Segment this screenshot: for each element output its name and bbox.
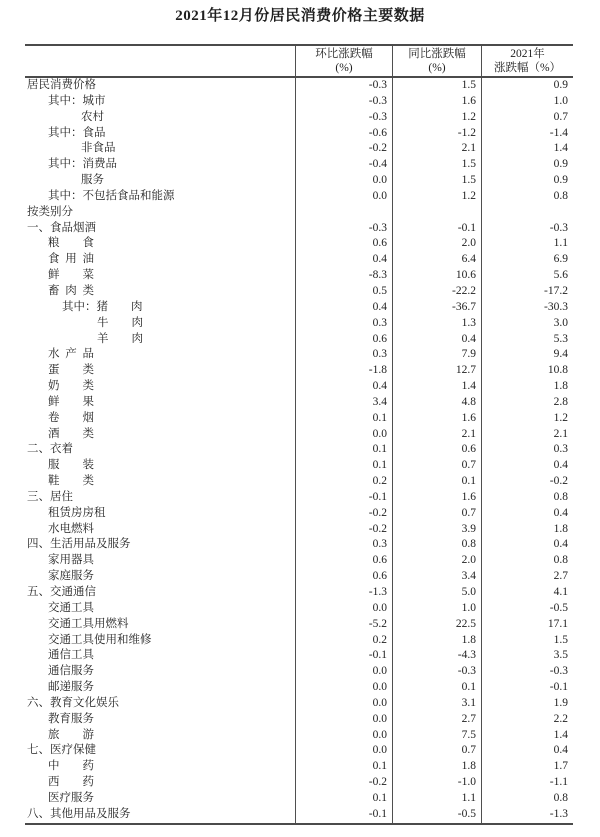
table-row [25,553,573,569]
header-col-yoy [392,46,481,76]
value-year: -0.1 [481,680,573,696]
value-mom: 0.0 [295,664,392,680]
value-mom: 0.2 [295,633,392,649]
row-label: 交通工具 [48,601,94,614]
value-yoy: 1.2 [392,189,481,205]
value-mom: -0.3 [295,110,392,126]
row-label: 水电燃料 [48,522,94,535]
value-year: -1.4 [481,126,573,142]
row-label: 西 药 [48,776,94,789]
value-mom: 0.0 [295,601,392,617]
row-label: 六、教育文化娱乐 [27,696,119,709]
value-mom: 0.4 [295,252,392,268]
row-label: 畜 肉 类 [48,284,94,297]
value-mom: 0.3 [295,537,392,553]
value-mom: 0.0 [295,696,392,712]
value-yoy: -0.3 [392,664,481,680]
value-mom: -0.1 [295,648,392,664]
header-col-year-line2: 涨跌幅（%） [493,62,562,74]
value-mom: 0.0 [295,680,392,696]
value-year: -1.1 [481,775,573,791]
table-row [25,569,573,585]
value-mom: 0.1 [295,411,392,427]
value-mom: 0.6 [295,569,392,585]
table-row [25,300,573,316]
value-yoy: 3.9 [392,522,481,538]
value-yoy: 3.4 [392,569,481,585]
value-yoy: 1.1 [392,791,481,807]
table-row [25,712,573,728]
row-label: 旅 游 [48,728,94,741]
value-yoy: 1.8 [392,633,481,649]
value-yoy: 1.5 [392,173,481,189]
row-label: 家庭服务 [48,570,94,583]
header-col-category [25,46,295,76]
value-mom: 0.3 [295,316,392,332]
header-col-mom [295,46,392,76]
value-yoy: 4.8 [392,395,481,411]
row-label: 酒 类 [48,427,94,440]
table-row [25,759,573,775]
value-year: 3.5 [481,648,573,664]
value-yoy: -0.5 [392,807,481,823]
value-yoy: 0.6 [392,442,481,458]
value-year: 0.4 [481,743,573,759]
row-label: 家用器具 [48,554,94,567]
value-year: -0.2 [481,474,573,490]
row-label: 其中：城市 [48,94,106,107]
value-yoy: -36.7 [392,300,481,316]
row-label: 五、交通通信 [27,586,96,598]
value-year: -30.3 [481,300,573,316]
table-row [25,157,573,173]
value-yoy: -1.0 [392,775,481,791]
row-label: 二、衣着 [27,443,73,456]
value-year: 17.1 [481,617,573,633]
table-row [25,680,573,696]
value-year: -17.2 [481,284,573,300]
row-label: 中 药 [48,760,94,773]
value-year: 1.9 [481,696,573,712]
value-year: 0.3 [481,442,573,458]
row-label: 服务 [81,174,104,187]
value-year: 1.1 [481,236,573,252]
cpi-table [25,44,573,825]
row-label: 其中：猪 肉 [62,300,143,313]
value-mom: 0.6 [295,332,392,348]
row-label: 鲜 菜 [48,269,94,282]
value-year: 1.8 [481,522,573,538]
table-row [25,442,573,458]
row-label: 食 用 油 [48,253,94,266]
table-row [25,126,573,142]
value-yoy: 2.1 [392,427,481,443]
row-label: 鞋 类 [48,475,94,488]
value-year: 2.2 [481,712,573,728]
value-year: 0.4 [481,537,573,553]
value-yoy: -4.3 [392,648,481,664]
value-yoy: 2.1 [392,141,481,157]
table-row [25,268,573,284]
value-mom: -0.2 [295,506,392,522]
row-label: 其中：食品 [48,126,106,139]
value-year: 0.8 [481,189,573,205]
row-label: 居民消费价格 [27,79,96,91]
value-mom: 0.0 [295,712,392,728]
value-yoy: 1.5 [392,157,481,173]
value-year: 0.7 [481,110,573,126]
value-yoy: 1.6 [392,411,481,427]
value-mom: 0.1 [295,458,392,474]
value-yoy: -0.1 [392,221,481,237]
value-mom: 0.5 [295,284,392,300]
value-mom: 0.1 [295,791,392,807]
value-year: 0.9 [481,173,573,189]
value-year: -0.3 [481,221,573,237]
value-mom: 0.1 [295,759,392,775]
table-row [25,506,573,522]
value-yoy: 7.9 [392,347,481,363]
value-year: 0.8 [481,791,573,807]
table-row [25,585,573,601]
value-mom: 0.4 [295,300,392,316]
value-mom: -0.2 [295,141,392,157]
table-row [25,236,573,252]
table-row [25,332,573,348]
value-year: 0.9 [481,157,573,173]
value-year: 2.7 [481,569,573,585]
value-yoy: 12.7 [392,363,481,379]
value-year: 5.6 [481,268,573,284]
row-label: 八、其他用品及服务 [27,807,131,820]
value-yoy: 1.4 [392,379,481,395]
value-yoy: 2.0 [392,553,481,569]
table-header-row [25,46,573,78]
table-row [25,728,573,744]
row-label: 医疗服务 [48,791,94,804]
row-label: 七、医疗保健 [27,744,96,757]
value-mom: 0.3 [295,347,392,363]
value-mom: -0.3 [295,94,392,110]
row-label: 按类别分 [27,205,73,218]
table-row [25,395,573,411]
header-col-yoy-line1: 同比涨跌幅 [408,48,466,60]
row-label: 奶 类 [48,380,94,393]
row-label: 服 装 [48,459,94,472]
table-row [25,316,573,332]
page-title: 2021年12月份居民消费价格主要数据 [175,8,425,24]
header-col-mom-line2: (%) [335,62,353,74]
value-year: 1.0 [481,94,573,110]
value-mom: 0.6 [295,236,392,252]
value-year: -0.5 [481,601,573,617]
row-label: 邮递服务 [48,681,94,694]
table-row [25,807,573,823]
table-row [25,347,573,363]
value-year: 2.1 [481,427,573,443]
value-yoy: 22.5 [392,617,481,633]
table-row [25,78,573,94]
value-yoy: 1.3 [392,316,481,332]
row-label: 非食品 [81,142,116,155]
value-year: 4.1 [481,585,573,601]
table-row [25,363,573,379]
table-row [25,474,573,490]
value-yoy: 0.7 [392,743,481,759]
row-label: 教育服务 [48,712,94,725]
table-row [25,601,573,617]
value-yoy: 10.6 [392,268,481,284]
value-year: 9.4 [481,347,573,363]
row-label: 蛋 类 [48,364,94,377]
value-mom: -0.1 [295,490,392,506]
table-row [25,633,573,649]
value-mom: 0.0 [295,743,392,759]
value-year: 1.5 [481,633,573,649]
table-row [25,791,573,807]
header-col-mom-line1: 环比涨跌幅 [315,48,373,60]
value-yoy: 1.8 [392,759,481,775]
value-mom: 0.1 [295,442,392,458]
table-row [25,221,573,237]
table-row [25,775,573,791]
table-row [25,617,573,633]
value-yoy: 1.0 [392,601,481,617]
row-label: 交通工具使用和维修 [48,633,152,646]
row-label: 通信工具 [48,649,94,662]
row-label: 羊 肉 [97,332,143,345]
value-year: 0.4 [481,458,573,474]
value-mom: 3.4 [295,395,392,411]
value-yoy: 0.4 [392,332,481,348]
value-mom: 0.0 [295,189,392,205]
table-row [25,205,573,221]
row-label: 卷 烟 [48,411,94,424]
value-year: 0.8 [481,553,573,569]
value-yoy: 2.7 [392,712,481,728]
value-year: 6.9 [481,252,573,268]
value-mom: -0.2 [295,522,392,538]
value-yoy: 3.1 [392,696,481,712]
table-row [25,94,573,110]
row-label: 通信服务 [48,665,94,678]
value-year: 0.8 [481,490,573,506]
value-yoy: 1.6 [392,94,481,110]
value-mom: -1.3 [295,585,392,601]
value-yoy: 5.0 [392,585,481,601]
value-yoy: 2.0 [392,236,481,252]
row-label: 其中：不包括食品和能源 [48,189,175,202]
value-year: 1.4 [481,141,573,157]
value-yoy: 0.7 [392,458,481,474]
table-row [25,490,573,506]
value-year: 1.7 [481,759,573,775]
table-row [25,458,573,474]
header-col-yoy-line2: (%) [428,62,446,74]
row-label: 四、生活用品及服务 [27,538,131,551]
value-mom: 0.0 [295,427,392,443]
value-yoy: 0.1 [392,680,481,696]
value-yoy: 0.1 [392,474,481,490]
value-mom: 0.0 [295,728,392,744]
table-row [25,379,573,395]
table-row [25,110,573,126]
value-year: 10.8 [481,363,573,379]
value-year: 1.4 [481,728,573,744]
value-mom [295,205,392,221]
row-label: 一、食品烟酒 [27,221,96,234]
row-label: 农村 [81,110,104,123]
value-yoy: 7.5 [392,728,481,744]
table-row [25,284,573,300]
table-row [25,411,573,427]
value-mom: -0.2 [295,775,392,791]
value-year: 1.2 [481,411,573,427]
value-yoy: 1.2 [392,110,481,126]
table-row [25,743,573,759]
value-year: -0.3 [481,664,573,680]
row-label: 租赁房房租 [48,506,106,519]
table-row [25,189,573,205]
value-mom: -0.1 [295,807,392,823]
value-year: 2.8 [481,395,573,411]
value-yoy: -1.2 [392,126,481,142]
table-row [25,648,573,664]
row-label: 其中：消费品 [48,158,117,171]
table-row [25,696,573,712]
value-year: 3.0 [481,316,573,332]
value-yoy: 6.4 [392,252,481,268]
header-col-year [481,46,573,76]
value-mom: 0.6 [295,553,392,569]
value-mom: -8.3 [295,268,392,284]
table-row [25,537,573,553]
row-label: 三、居住 [27,490,73,503]
value-yoy [392,205,481,221]
row-label: 水 产 品 [48,348,94,361]
value-year: 5.3 [481,332,573,348]
row-label: 鲜 果 [48,395,94,408]
value-mom: 0.0 [295,173,392,189]
header-col-year-line1: 2021年 [510,48,545,60]
table-row [25,252,573,268]
value-year: 0.9 [481,78,573,94]
value-mom: -0.3 [295,221,392,237]
value-year: -1.3 [481,807,573,823]
value-mom: -0.4 [295,157,392,173]
value-year: 1.8 [481,379,573,395]
value-yoy: 1.6 [392,490,481,506]
value-yoy: 1.5 [392,78,481,94]
table-row [25,173,573,189]
table-body [25,78,573,823]
value-mom: -0.3 [295,78,392,94]
value-yoy: 0.7 [392,506,481,522]
table-row [25,522,573,538]
table-row [25,141,573,157]
value-mom: -1.8 [295,363,392,379]
table-row [25,664,573,680]
table-row [25,427,573,443]
row-label: 牛 肉 [97,316,143,329]
row-label: 交通工具用燃料 [48,617,129,630]
value-mom: -5.2 [295,617,392,633]
value-yoy: -22.2 [392,284,481,300]
value-year: 0.4 [481,506,573,522]
value-mom: -0.6 [295,126,392,142]
row-label: 粮 食 [48,237,94,250]
value-yoy: 0.8 [392,537,481,553]
value-mom: 0.2 [295,474,392,490]
value-mom: 0.4 [295,379,392,395]
value-year [481,205,573,221]
